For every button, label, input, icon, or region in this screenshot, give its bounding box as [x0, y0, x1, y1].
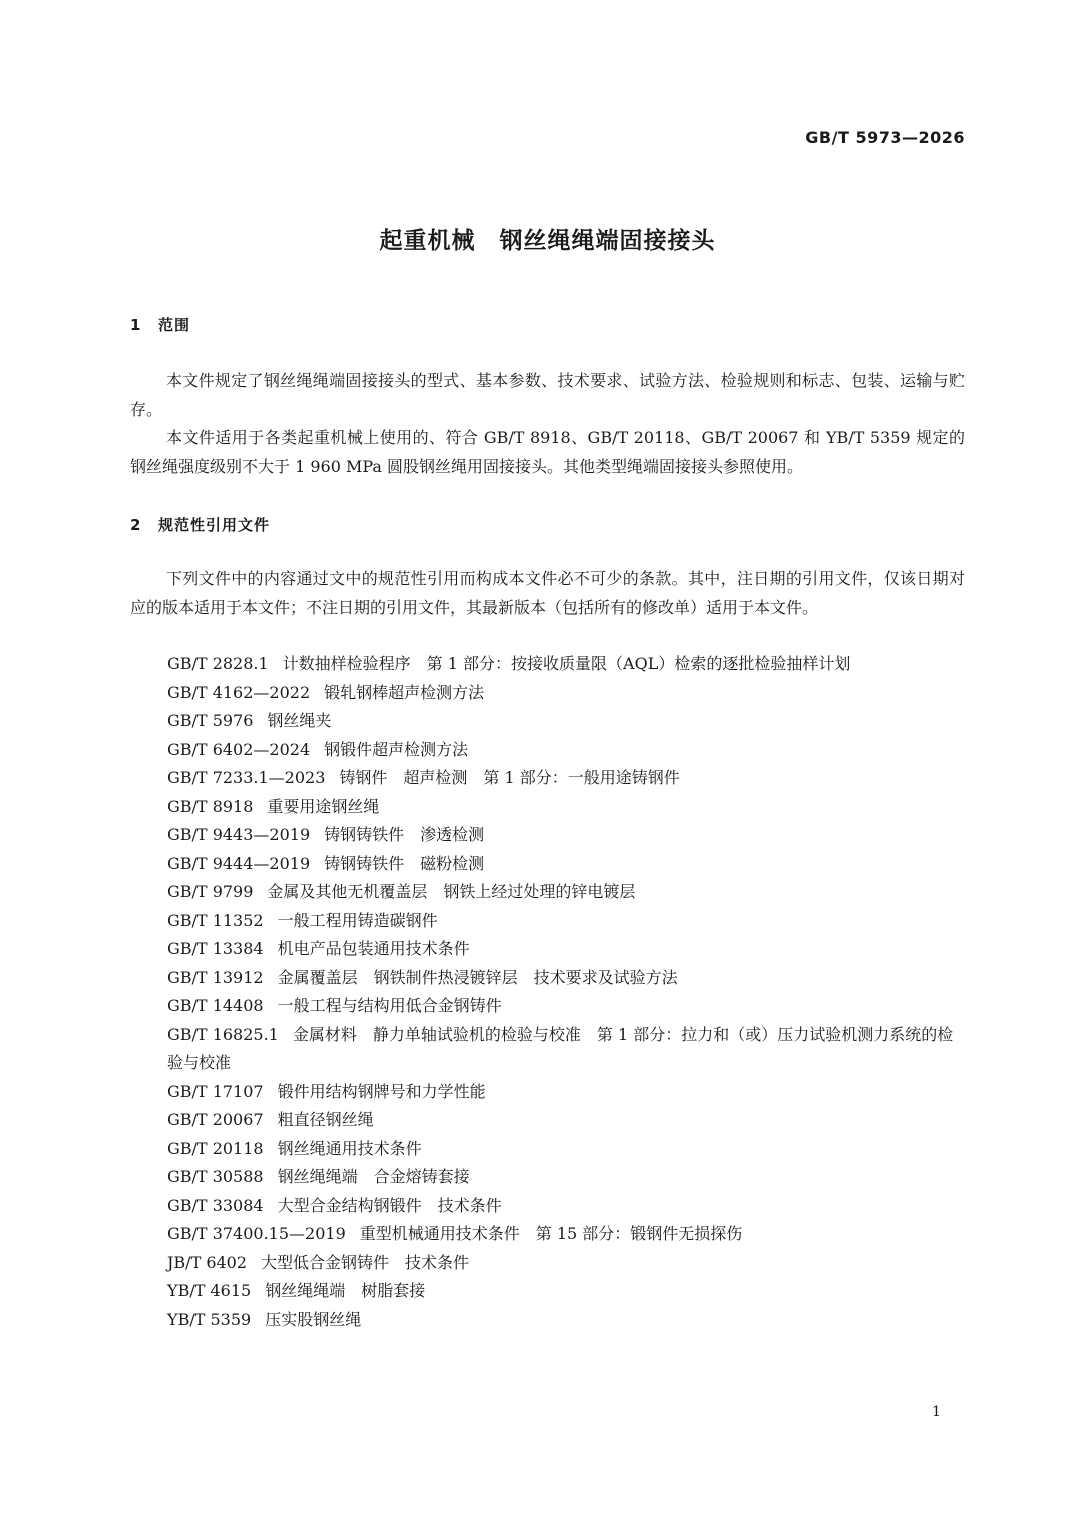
- reference-code: GB/T 17107: [167, 1081, 264, 1101]
- page-number: 1: [932, 1404, 941, 1420]
- reference-code: GB/T 9443—2019: [167, 825, 311, 844]
- reference-item: [130, 878, 965, 907]
- reference-code: GB/T 14408: [167, 996, 264, 1015]
- reference-code: GB/T 2828.1: [167, 654, 269, 673]
- reference-title: 钢丝绳绳端 树脂套接: [265, 1281, 426, 1300]
- reference-item: [130, 1249, 965, 1278]
- reference-title: 重型机械通用技术条件 第 15 部分：锻钢件无损探伤: [359, 1224, 743, 1243]
- reference-item: [130, 1306, 965, 1335]
- reference-code: GB/T 16825.1: [167, 1024, 279, 1044]
- reference-item: [130, 764, 965, 793]
- standard-code: GB/T 5973—2026: [805, 128, 965, 147]
- reference-code: GB/T 20118: [167, 1138, 264, 1158]
- section-title: 规范性引用文件: [158, 516, 271, 534]
- reference-title: 锻轧钢棒超声检测方法: [324, 682, 485, 702]
- reference-item: [130, 821, 965, 850]
- scope-paragraph-1: 本文件规定了钢丝绳绳端固接接头的型式、基本参数、技术要求、试验方法、检验规则和标志、包装、运输与贮存。: [130, 371, 965, 419]
- reference-code: YB/T 4615: [167, 1281, 252, 1300]
- reference-item: [130, 1135, 965, 1164]
- reference-title: 压实股钢丝绳: [265, 1309, 362, 1329]
- reference-item: [130, 907, 965, 936]
- document-title: 起重机械 钢丝绳绳端固接接头: [379, 228, 716, 254]
- reference-code: GB/T 11352: [167, 910, 264, 930]
- reference-code: GB/T 33084: [167, 1195, 264, 1215]
- reference-title: 锻件用结构钢牌号和力学性能: [277, 1081, 486, 1101]
- reference-title: 金属覆盖层 钢铁制件热浸镀锌层 技术要求及试验方法: [277, 967, 678, 987]
- reference-code: GB/T 20067: [167, 1110, 264, 1129]
- reference-code: YB/T 5359: [167, 1309, 252, 1329]
- reference-title: 钢丝绳绳端 合金熔铸套接: [277, 1167, 470, 1186]
- scope-paragraph-2: 本文件适用于各类起重机械上使用的、符合 GB/T 8918、GB/T 20118、GB/T 20067 和 YB/T 5359 规定的钢丝绳强度级别不大于 1 960 MPa 圆股钢丝绳用固接接头。其他类型绳端固接接头参照使用。: [130, 428, 965, 476]
- reference-code: GB/T 37400.15—2019: [167, 1224, 346, 1243]
- reference-item: [130, 850, 965, 879]
- reference-item: [130, 707, 965, 736]
- reference-code: JB/T 6402: [167, 1252, 248, 1272]
- reference-code: GB/T 6402—2024: [167, 739, 311, 759]
- reference-item: [130, 964, 965, 993]
- reference-code: GB/T 8918: [167, 796, 254, 816]
- reference-code: GB/T 5976: [167, 711, 254, 730]
- reference-item: [130, 793, 965, 822]
- section-heading-normative-references: [130, 514, 270, 535]
- reference-title: 钢丝绳夹: [267, 711, 332, 730]
- reference-code: GB/T 9444—2019: [167, 853, 311, 873]
- reference-title: 铸钢件 超声检测 第 1 部分：一般用途铸钢件: [339, 768, 680, 787]
- reference-list: [130, 650, 965, 1334]
- reference-item: [130, 1192, 965, 1221]
- reference-title: 金属材料 静力单轴试验机的检验与校准 第 1 部分：拉力和（或）压力试验机测力系统的检验与校准: [167, 1024, 954, 1072]
- reference-title: 铸钢铸铁件 渗透检测: [324, 825, 485, 844]
- reference-title: 铸钢铸铁件 磁粉检测: [324, 853, 485, 873]
- reference-item: [130, 1163, 965, 1192]
- reference-item: [130, 1078, 965, 1107]
- reference-title: 钢丝绳通用技术条件: [277, 1138, 422, 1158]
- section-number: 2: [130, 516, 142, 534]
- reference-item: [130, 679, 965, 708]
- reference-title: 重要用途钢丝绳: [267, 796, 380, 816]
- reference-code: GB/T 13384: [167, 939, 264, 958]
- section-title: 范围: [158, 316, 191, 334]
- reference-code: GB/T 30588: [167, 1167, 264, 1186]
- reference-item: [130, 992, 965, 1021]
- reference-title: 钢锻件超声检测方法: [324, 739, 469, 759]
- reference-title: 机电产品包装通用技术条件: [277, 939, 470, 958]
- reference-item: [130, 736, 965, 765]
- reference-item: [130, 935, 965, 964]
- reference-title: 大型合金结构钢锻件 技术条件: [277, 1195, 502, 1215]
- reference-title: 一般工程用铸造碳钢件: [277, 910, 438, 930]
- section-heading-scope: [130, 314, 190, 335]
- reference-title: 一般工程与结构用低合金钢铸件: [277, 996, 502, 1015]
- reference-title: 粗直径钢丝绳: [277, 1110, 374, 1129]
- reference-code: GB/T 7233.1—2023: [167, 768, 326, 787]
- reference-item: [130, 1106, 965, 1135]
- reference-title: 计数抽样检验程序 第 1 部分：按接收质量限（AQL）检索的逐批检验抽样计划: [282, 654, 851, 673]
- reference-item: [130, 650, 965, 679]
- references-intro-paragraph: 下列文件中的内容通过文中的规范性引用而构成本文件必不可少的条款。其中，注日期的引用文件，仅该日期对应的版本适用于本文件；不注日期的引用文件，其最新版本（包括所有的修改单）适用于本文件。: [130, 569, 965, 617]
- section-number: 1: [130, 316, 142, 334]
- reference-item: [130, 1277, 965, 1306]
- reference-code: GB/T 13912: [167, 967, 264, 987]
- reference-title: 大型低合金钢铸件 技术条件: [261, 1252, 470, 1272]
- reference-title: 金属及其他无机覆盖层 钢铁上经过处理的锌电镀层: [267, 882, 636, 901]
- reference-code: GB/T 9799: [167, 882, 254, 901]
- reference-item: [130, 1021, 965, 1078]
- reference-code: GB/T 4162—2022: [167, 682, 311, 702]
- reference-item: [130, 1220, 965, 1249]
